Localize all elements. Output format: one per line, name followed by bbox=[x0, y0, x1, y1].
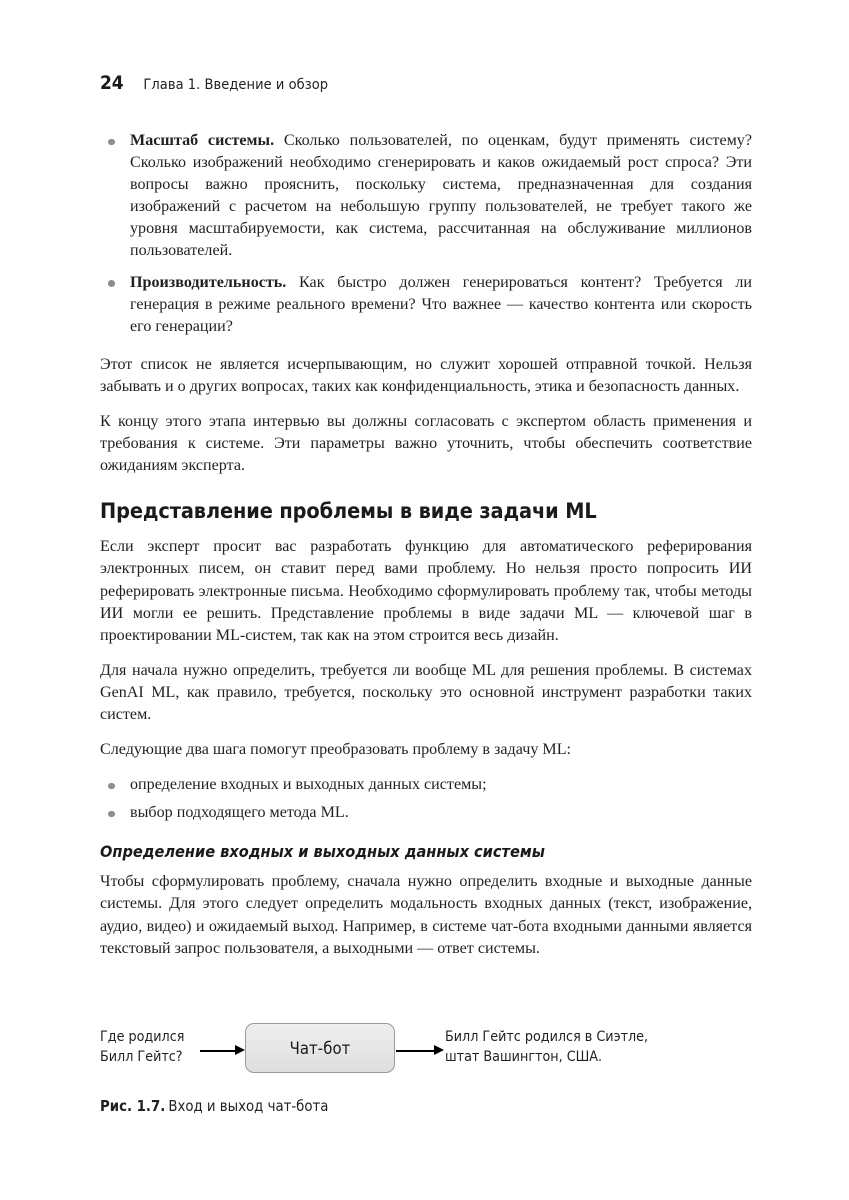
paragraph: Для начала нужно определить, требуется ли вообще ML для решения проблемы. В системах GenAI ML, как правило, требуется, поскольку это основной инструмент разработки таких систем. bbox=[100, 661, 752, 723]
list-item bbox=[100, 774, 752, 796]
bullet-dot-icon bbox=[108, 280, 115, 287]
paragraph: Чтобы сформулировать проблему, сначала нужно определить входные и выходные данные системы. Для этого следует определить модальность входных данных (текст, изображение, аудио, видео) и ожидаемый выход. Например, в системе чат-бота входными данными является текстовый запрос пользователя, а выходными — ответ системы. bbox=[100, 873, 752, 957]
bullet-lead-label: Производительность. bbox=[130, 273, 287, 291]
diagram-input-label bbox=[100, 1028, 184, 1067]
chapter-title: Глава 1. Введение и обзор bbox=[143, 77, 329, 93]
list-item bbox=[100, 130, 752, 263]
chatbot-node bbox=[245, 1023, 395, 1073]
diagram-output-line-1: Билл Гейтс родился в Сиэтле, bbox=[445, 1029, 649, 1045]
diagram-input-line-1: Где родился bbox=[100, 1029, 185, 1045]
arrow-shaft bbox=[396, 1050, 435, 1052]
arrow-shaft bbox=[200, 1050, 236, 1052]
list-item bbox=[100, 802, 752, 824]
paragraph: Если эксперт просит вас разработать функцию для автоматического реферирования электронных писем, он ставит перед вами проблему. Но нельзя просто попросить ИИ реферировать электронные письма. Необходимо сформулировать проблему так, чтобы методы ИИ могли ее решить. Представление проблемы в виде задачи ML — ключевой шаг в проектировании ML-систем, так как на этом строится весь дизайн. bbox=[100, 538, 752, 644]
steps-bullet-list bbox=[100, 774, 752, 824]
bullet-dot-icon bbox=[108, 783, 115, 790]
bullet-body-text: выбор подходящего метода ML. bbox=[130, 804, 349, 822]
figure-caption bbox=[100, 1098, 760, 1116]
bullet-dot-icon bbox=[108, 811, 115, 818]
bullet-body-text: определение входных и выходных данных системы; bbox=[130, 776, 487, 794]
running-head bbox=[100, 72, 328, 94]
arrow-head bbox=[235, 1045, 245, 1055]
figure-caption-text: Вход и выход чат-бота bbox=[168, 1098, 329, 1115]
arrow-node-to-output-icon bbox=[396, 1045, 444, 1056]
chatbot-node-label: Чат-бот bbox=[289, 1038, 351, 1058]
bullet-body-text: Как быстро должен генерироваться контент? Требуется ли генерация в режиме реального времени? Что важнее — качество контента или скорость его генерации? bbox=[130, 273, 752, 335]
requirements-bullet-list bbox=[100, 130, 752, 338]
list-item bbox=[100, 272, 752, 338]
bullet-body-text: Сколько пользователей, по оценкам, будут применять систему? Сколько изображений необходимо сгенерировать и каков ожидаемый рост спроса? Эти вопросы важно прояснить, поскольку система, предназначенная для создания изображений с расчетом на небольшую группу пользователей, не требует такого же уровня масштабируемости, как система, рассчитанная на обслуживание миллионов пользователей. bbox=[130, 132, 752, 260]
paragraph: К концу этого этапа интервью вы должны согласовать с экспертом область применения и требования к системе. Эти параметры важно уточнить, чтобы обеспечить соответствие ожиданиям эксперта. bbox=[100, 413, 752, 475]
bullet-lead-label: Масштаб системы. bbox=[130, 132, 275, 149]
section-heading: Представление проблемы в виде задачи ML bbox=[100, 499, 597, 525]
text-column bbox=[100, 130, 752, 973]
flow-diagram bbox=[100, 1012, 760, 1084]
figure-chatbot-io bbox=[100, 1012, 760, 1116]
diagram-output-line-2: штат Вашингтон, США. bbox=[445, 1048, 603, 1065]
bullet-dot-icon bbox=[108, 139, 115, 146]
page-number: 24 bbox=[100, 72, 124, 94]
diagram-input-line-2: Билл Гейтс? bbox=[100, 1048, 183, 1065]
paragraph: Следующие два шага помогут преобразовать проблему в задачу ML: bbox=[100, 741, 572, 759]
sub-heading: Определение входных и выходных данных системы bbox=[100, 842, 545, 862]
figure-number: Рис. 1.7. bbox=[100, 1098, 166, 1115]
arrow-input-to-node-icon bbox=[200, 1045, 245, 1056]
paragraph: Этот список не является исчерпывающим, но служит хорошей отправной точкой. Нельзя забывать и о других вопросах, таких как конфиденциальность, этика и безопасность данных. bbox=[100, 355, 752, 395]
diagram-output-label bbox=[445, 1028, 648, 1067]
arrow-head bbox=[434, 1045, 444, 1055]
